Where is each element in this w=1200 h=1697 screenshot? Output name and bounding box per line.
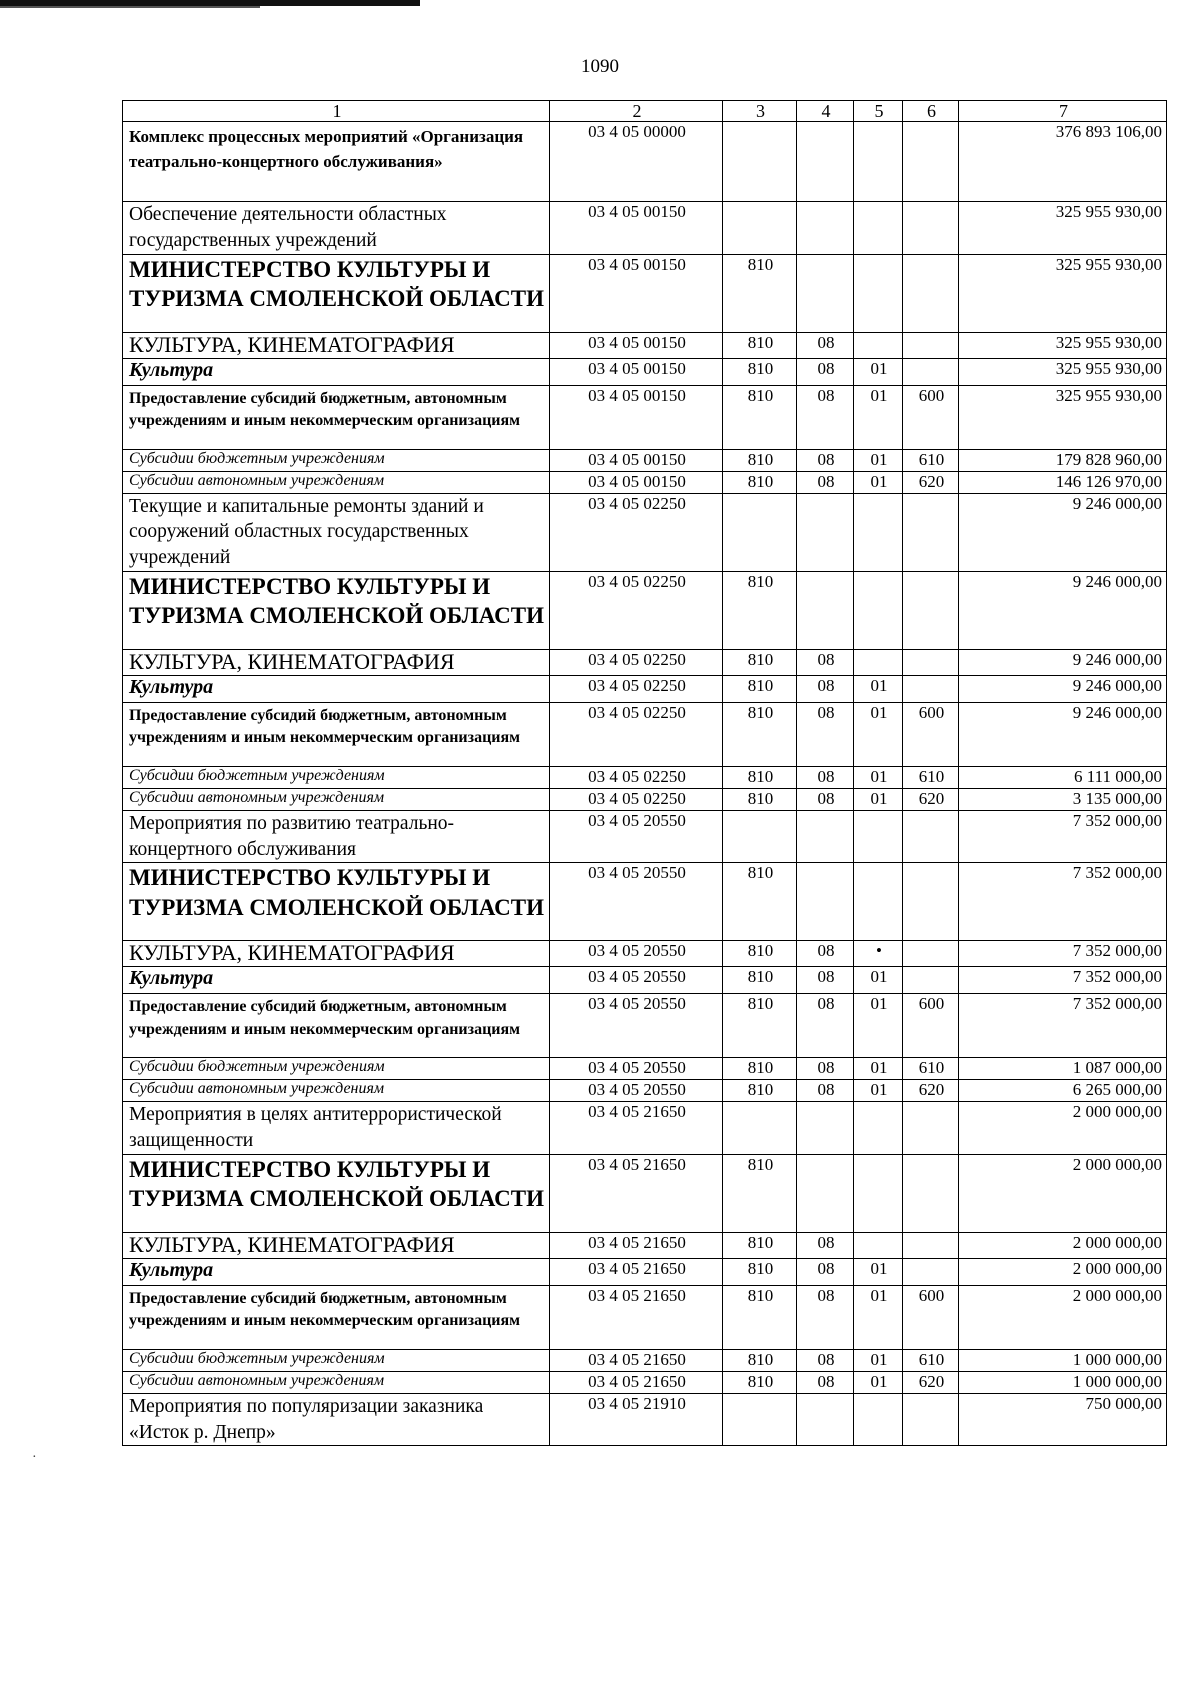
row-name: Комплекс процессных мероприятий «Организация театрально-концертного обслуживания» [123, 122, 550, 202]
table-row [123, 1058, 1167, 1080]
table-row [123, 254, 1167, 332]
target-article-code: 03 4 05 02250 [550, 493, 723, 571]
amount: 7 352 000,00 [959, 810, 1167, 862]
amount: 7 352 000,00 [959, 967, 1167, 994]
expense-type-code: 610 [903, 1349, 959, 1371]
target-article-code: 03 4 05 20550 [550, 1058, 723, 1080]
column-header-row [123, 101, 1167, 122]
amount: 2 000 000,00 [959, 1102, 1167, 1154]
amount: 9 246 000,00 [959, 675, 1167, 702]
amount: 325 955 930,00 [959, 202, 1167, 254]
amount: 1 000 000,00 [959, 1371, 1167, 1393]
department-code: 810 [723, 385, 797, 449]
target-article-code: 03 4 05 20550 [550, 941, 723, 967]
scan-edge-mark [0, 6, 260, 8]
subsection-code: 01 [854, 1258, 903, 1285]
table-row [123, 675, 1167, 702]
department-code: 810 [723, 649, 797, 675]
row-name: КУЛЬТУРА, КИНЕМАТОГРАФИЯ [123, 1232, 550, 1258]
row-name: Субсидии автономным учреждениям [123, 1080, 550, 1102]
table-row [123, 122, 1167, 202]
target-article-code: 03 4 05 00150 [550, 385, 723, 449]
table-row [123, 702, 1167, 766]
expense-type-code: 600 [903, 702, 959, 766]
section-code: 08 [797, 994, 854, 1058]
expense-type-code [903, 254, 959, 332]
section-code: 08 [797, 766, 854, 788]
target-article-code: 03 4 05 21650 [550, 1232, 723, 1258]
subsection-code [854, 493, 903, 571]
department-code: 810 [723, 1058, 797, 1080]
target-article-code: 03 4 05 02250 [550, 675, 723, 702]
table-row [123, 788, 1167, 810]
expense-type-code [903, 1393, 959, 1445]
table-row [123, 1258, 1167, 1285]
row-name: Культура [123, 1258, 550, 1285]
table-row [123, 967, 1167, 994]
target-article-code: 03 4 05 02250 [550, 702, 723, 766]
table-row [123, 649, 1167, 675]
section-code: 08 [797, 788, 854, 810]
amount: 6 265 000,00 [959, 1080, 1167, 1102]
section-code [797, 863, 854, 941]
department-code [723, 122, 797, 202]
subsection-code: 01 [854, 702, 903, 766]
target-article-code: 03 4 05 20550 [550, 863, 723, 941]
subsection-code [854, 863, 903, 941]
expense-type-code: 610 [903, 449, 959, 471]
table-row [123, 571, 1167, 649]
department-code: 810 [723, 571, 797, 649]
amount: 325 955 930,00 [959, 358, 1167, 385]
column-header: 1 [123, 101, 550, 122]
target-article-code: 03 4 05 20550 [550, 967, 723, 994]
amount: 9 246 000,00 [959, 493, 1167, 571]
subsection-code [854, 1393, 903, 1445]
table-row [123, 1232, 1167, 1258]
row-name: Предоставление субсидий бюджетным, автономным учреждениям и иным некоммерческим организациям [123, 1285, 550, 1349]
section-code: 08 [797, 1371, 854, 1393]
subsection-code [854, 1232, 903, 1258]
subsection-code: 01 [854, 358, 903, 385]
target-article-code: 03 4 05 00150 [550, 332, 723, 358]
amount: 1 087 000,00 [959, 1058, 1167, 1080]
amount: 750 000,00 [959, 1393, 1167, 1445]
department-code [723, 493, 797, 571]
table-row [123, 358, 1167, 385]
subsection-code [854, 202, 903, 254]
column-header: 4 [797, 101, 854, 122]
page-number: 1090 [581, 56, 619, 77]
department-code: 810 [723, 254, 797, 332]
amount: 9 246 000,00 [959, 571, 1167, 649]
target-article-code: 03 4 05 21650 [550, 1349, 723, 1371]
target-article-code: 03 4 05 00150 [550, 471, 723, 493]
expense-type-code: 610 [903, 766, 959, 788]
column-header: 5 [854, 101, 903, 122]
target-article-code: 03 4 05 21650 [550, 1102, 723, 1154]
row-name: Субсидии автономным учреждениям [123, 1371, 550, 1393]
row-name: Мероприятия в целях антитеррористической защищенности [123, 1102, 550, 1154]
subsection-code: 01 [854, 967, 903, 994]
section-code: 08 [797, 1058, 854, 1080]
amount: 9 246 000,00 [959, 649, 1167, 675]
section-code [797, 571, 854, 649]
department-code [723, 1102, 797, 1154]
table-body [123, 122, 1167, 1446]
table-row [123, 385, 1167, 449]
subsection-code [854, 1154, 903, 1232]
amount: 325 955 930,00 [959, 332, 1167, 358]
department-code: 810 [723, 1258, 797, 1285]
row-name: Культура [123, 675, 550, 702]
target-article-code: 03 4 05 02250 [550, 766, 723, 788]
department-code [723, 1393, 797, 1445]
section-code [797, 122, 854, 202]
department-code: 810 [723, 1232, 797, 1258]
subsection-code [854, 649, 903, 675]
target-article-code: 03 4 05 20550 [550, 810, 723, 862]
row-name: Субсидии бюджетным учреждениям [123, 766, 550, 788]
department-code: 810 [723, 1349, 797, 1371]
section-code: 08 [797, 1232, 854, 1258]
department-code: 810 [723, 358, 797, 385]
expense-type-code [903, 332, 959, 358]
section-code [797, 1154, 854, 1232]
amount: 179 828 960,00 [959, 449, 1167, 471]
row-name: КУЛЬТУРА, КИНЕМАТОГРАФИЯ [123, 332, 550, 358]
target-article-code: 03 4 05 02250 [550, 571, 723, 649]
subsection-code: 01 [854, 1080, 903, 1102]
row-name: МИНИСТЕРСТВО КУЛЬТУРЫ И ТУРИЗМА СМОЛЕНСКОЙ ОБЛАСТИ [123, 863, 550, 941]
row-name: Предоставление субсидий бюджетным, автономным учреждениям и иным некоммерческим организациям [123, 702, 550, 766]
table-row [123, 1080, 1167, 1102]
department-code: 810 [723, 766, 797, 788]
expense-type-code [903, 493, 959, 571]
amount: 146 126 970,00 [959, 471, 1167, 493]
amount: 6 111 000,00 [959, 766, 1167, 788]
table-row [123, 202, 1167, 254]
expense-type-code [903, 571, 959, 649]
subsection-code [854, 254, 903, 332]
department-code: 810 [723, 967, 797, 994]
target-article-code: 03 4 05 21650 [550, 1285, 723, 1349]
table-row [123, 493, 1167, 571]
table-row [123, 332, 1167, 358]
row-name: Предоставление субсидий бюджетным, автономным учреждениям и иным некоммерческим организациям [123, 994, 550, 1058]
section-code: 08 [797, 471, 854, 493]
expense-type-code: 620 [903, 1371, 959, 1393]
column-header: 6 [903, 101, 959, 122]
section-code: 08 [797, 332, 854, 358]
target-article-code: 03 4 05 21910 [550, 1393, 723, 1445]
subsection-code [854, 571, 903, 649]
amount: 325 955 930,00 [959, 385, 1167, 449]
target-article-code: 03 4 05 00150 [550, 358, 723, 385]
target-article-code: 03 4 05 21650 [550, 1371, 723, 1393]
table-row [123, 1154, 1167, 1232]
expense-type-code [903, 649, 959, 675]
subsection-code: 01 [854, 471, 903, 493]
subsection-code [854, 1102, 903, 1154]
section-code: 08 [797, 449, 854, 471]
row-name: Текущие и капитальные ремонты зданий и сооружений областных государственных учреждений [123, 493, 550, 571]
amount: 7 352 000,00 [959, 863, 1167, 941]
subsection-code [854, 810, 903, 862]
subsection-code: 01 [854, 1371, 903, 1393]
table-row [123, 471, 1167, 493]
section-code: 08 [797, 1080, 854, 1102]
amount: 9 246 000,00 [959, 702, 1167, 766]
department-code: 810 [723, 471, 797, 493]
row-name: Культура [123, 358, 550, 385]
subsection-code: 01 [854, 1285, 903, 1349]
expense-type-code [903, 1232, 959, 1258]
row-name: Субсидии бюджетным учреждениям [123, 1349, 550, 1371]
row-name: Субсидии автономным учреждениям [123, 788, 550, 810]
section-code: 08 [797, 967, 854, 994]
subsection-code [854, 122, 903, 202]
section-code: 08 [797, 702, 854, 766]
amount: 3 135 000,00 [959, 788, 1167, 810]
expense-type-code [903, 863, 959, 941]
section-code [797, 1102, 854, 1154]
amount: 376 893 106,00 [959, 122, 1167, 202]
subsection-code: 01 [854, 1058, 903, 1080]
target-article-code: 03 4 05 00150 [550, 449, 723, 471]
amount: 7 352 000,00 [959, 994, 1167, 1058]
expense-type-code [903, 967, 959, 994]
row-name: Субсидии бюджетным учреждениям [123, 1058, 550, 1080]
scan-speck: · [32, 1450, 37, 1465]
amount: 1 000 000,00 [959, 1349, 1167, 1371]
target-article-code: 03 4 05 21650 [550, 1258, 723, 1285]
section-code [797, 1393, 854, 1445]
section-code [797, 254, 854, 332]
section-code: 08 [797, 649, 854, 675]
department-code: 810 [723, 941, 797, 967]
department-code: 810 [723, 994, 797, 1058]
subsection-code: 01 [854, 994, 903, 1058]
expense-type-code [903, 675, 959, 702]
target-article-code: 03 4 05 20550 [550, 1080, 723, 1102]
expense-type-code [903, 810, 959, 862]
target-article-code: 03 4 05 21650 [550, 1154, 723, 1232]
section-code: 08 [797, 358, 854, 385]
column-header: 3 [723, 101, 797, 122]
department-code: 810 [723, 1080, 797, 1102]
section-code: 08 [797, 385, 854, 449]
amount: 2 000 000,00 [959, 1232, 1167, 1258]
target-article-code: 03 4 05 02250 [550, 649, 723, 675]
expense-type-code [903, 358, 959, 385]
amount: 2 000 000,00 [959, 1285, 1167, 1349]
target-article-code: 03 4 05 00150 [550, 254, 723, 332]
row-name: МИНИСТЕРСТВО КУЛЬТУРЫ И ТУРИЗМА СМОЛЕНСКОЙ ОБЛАСТИ [123, 1154, 550, 1232]
subsection-code: 01 [854, 449, 903, 471]
table-row [123, 1102, 1167, 1154]
column-header: 2 [550, 101, 723, 122]
row-name: Мероприятия по популяризации заказника «Исток р. Днепр» [123, 1393, 550, 1445]
expense-type-code [903, 122, 959, 202]
expense-type-code [903, 1102, 959, 1154]
table-row [123, 941, 1167, 967]
expense-type-code: 620 [903, 471, 959, 493]
row-name: КУЛЬТУРА, КИНЕМАТОГРАФИЯ [123, 941, 550, 967]
department-code: 810 [723, 863, 797, 941]
table-row [123, 766, 1167, 788]
section-code: 08 [797, 675, 854, 702]
table-row [123, 1285, 1167, 1349]
section-code: 08 [797, 1285, 854, 1349]
amount: 7 352 000,00 [959, 941, 1167, 967]
department-code [723, 202, 797, 254]
table-row [123, 449, 1167, 471]
department-code: 810 [723, 702, 797, 766]
department-code: 810 [723, 1154, 797, 1232]
column-header: 7 [959, 101, 1167, 122]
subsection-code [854, 332, 903, 358]
expense-type-code [903, 1154, 959, 1232]
section-code: 08 [797, 1258, 854, 1285]
section-code [797, 493, 854, 571]
department-code: 810 [723, 675, 797, 702]
subsection-code: • [854, 941, 903, 967]
department-code [723, 810, 797, 862]
department-code: 810 [723, 449, 797, 471]
expense-type-code [903, 1258, 959, 1285]
department-code: 810 [723, 332, 797, 358]
target-article-code: 03 4 05 00150 [550, 202, 723, 254]
row-name: Культура [123, 967, 550, 994]
subsection-code: 01 [854, 766, 903, 788]
amount: 2 000 000,00 [959, 1154, 1167, 1232]
table-row [123, 1393, 1167, 1445]
department-code: 810 [723, 788, 797, 810]
expense-type-code: 600 [903, 1285, 959, 1349]
subsection-code: 01 [854, 675, 903, 702]
section-code [797, 202, 854, 254]
row-name: Субсидии бюджетным учреждениям [123, 449, 550, 471]
table-row [123, 863, 1167, 941]
row-name: Субсидии автономным учреждениям [123, 471, 550, 493]
row-name: МИНИСТЕРСТВО КУЛЬТУРЫ И ТУРИЗМА СМОЛЕНСКОЙ ОБЛАСТИ [123, 254, 550, 332]
expense-type-code: 620 [903, 1080, 959, 1102]
target-article-code: 03 4 05 02250 [550, 788, 723, 810]
expense-type-code: 600 [903, 994, 959, 1058]
table-row [123, 1371, 1167, 1393]
row-name: КУЛЬТУРА, КИНЕМАТОГРАФИЯ [123, 649, 550, 675]
section-code: 08 [797, 1349, 854, 1371]
row-name: Мероприятия по развитию театрально-концертного обслуживания [123, 810, 550, 862]
table-row [123, 994, 1167, 1058]
subsection-code: 01 [854, 385, 903, 449]
expense-type-code: 610 [903, 1058, 959, 1080]
section-code: 08 [797, 941, 854, 967]
amount: 2 000 000,00 [959, 1258, 1167, 1285]
budget-table [122, 100, 1167, 1446]
expense-type-code: 620 [903, 788, 959, 810]
expense-type-code [903, 202, 959, 254]
amount: 325 955 930,00 [959, 254, 1167, 332]
expense-type-code [903, 941, 959, 967]
row-name: Обеспечение деятельности областных государственных учреждений [123, 202, 550, 254]
row-name: МИНИСТЕРСТВО КУЛЬТУРЫ И ТУРИЗМА СМОЛЕНСКОЙ ОБЛАСТИ [123, 571, 550, 649]
table-row [123, 810, 1167, 862]
subsection-code: 01 [854, 788, 903, 810]
expense-type-code: 600 [903, 385, 959, 449]
department-code: 810 [723, 1285, 797, 1349]
target-article-code: 03 4 05 20550 [550, 994, 723, 1058]
row-name: Предоставление субсидий бюджетным, автономным учреждениям и иным некоммерческим организациям [123, 385, 550, 449]
table-row [123, 1349, 1167, 1371]
subsection-code: 01 [854, 1349, 903, 1371]
target-article-code: 03 4 05 00000 [550, 122, 723, 202]
section-code [797, 810, 854, 862]
department-code: 810 [723, 1371, 797, 1393]
